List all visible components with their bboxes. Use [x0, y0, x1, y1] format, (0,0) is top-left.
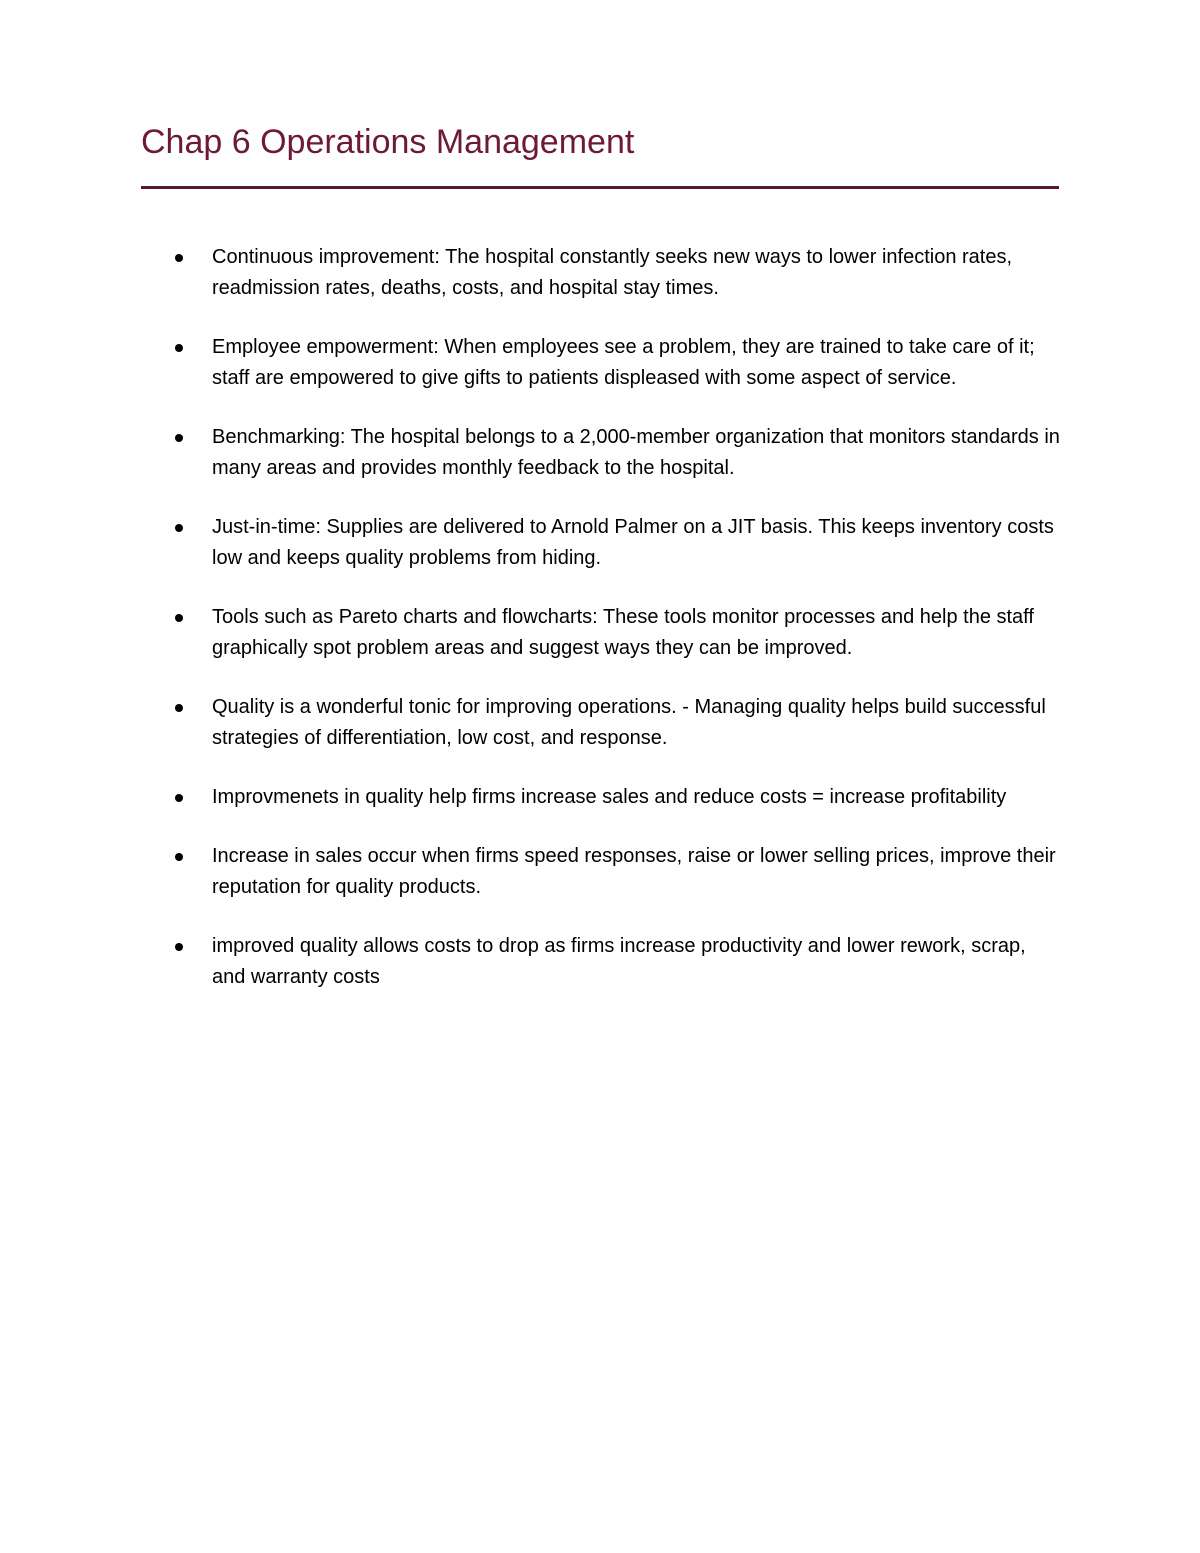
bullet-icon [175, 794, 183, 802]
list-item [0, 602, 1062, 664]
bullet-icon [175, 614, 183, 622]
bullet-icon [175, 704, 183, 712]
list-item-text: Quality is a wonderful tonic for improving operations. - Managing quality helps build successful strategies of differentiation, low cost, and response. [212, 696, 1046, 749]
list-item [0, 841, 1062, 903]
list-item [0, 931, 1062, 993]
list-item-text: Improvmenets in quality help firms increase sales and reduce costs = increase profitability [212, 786, 1007, 808]
bullet-icon [175, 524, 183, 532]
bullet-icon [175, 943, 183, 951]
bullet-icon [175, 344, 183, 352]
bullet-icon [175, 434, 183, 442]
list-item-text: improved quality allows costs to drop as firms increase productivity and lower rework, scrap, and warranty costs [212, 935, 1026, 988]
list-item [0, 512, 1062, 574]
list-item-text: Benchmarking: The hospital belongs to a 2,000-member organization that monitors standards in many areas and provides monthly feedback to the hospital. [212, 426, 1060, 479]
list-item [0, 692, 1062, 754]
title-underline-rule [141, 186, 1059, 189]
list-item-text: Tools such as Pareto charts and flowcharts: These tools monitor processes and help the staff graphically spot problem areas and suggest ways they can be improved. [212, 606, 1034, 659]
list-item-text: Just-in-time: Supplies are delivered to Arnold Palmer on a JIT basis. This keeps inventory costs low and keeps quality problems from hiding. [212, 516, 1054, 569]
bullet-icon [175, 853, 183, 861]
page-title: Chap 6 Operations Management [141, 123, 635, 161]
list-item-text: Increase in sales occur when firms speed responses, raise or lower selling prices, improve their reputation for quality products. [212, 845, 1056, 898]
list-item [0, 422, 1062, 484]
list-item [0, 242, 1062, 304]
bullet-list [0, 242, 1200, 1021]
list-item [0, 332, 1062, 394]
list-item-text: Employee empowerment: When employees see a problem, they are trained to take care of it; staff are empowered to give gifts to patients displeased with some aspect of service. [212, 336, 1035, 389]
list-item [0, 782, 1062, 813]
bullet-icon [175, 254, 183, 262]
list-item-text: Continuous improvement: The hospital constantly seeks new ways to lower infection rates, readmission rates, deaths, costs, and hospital stay times. [212, 246, 1013, 299]
